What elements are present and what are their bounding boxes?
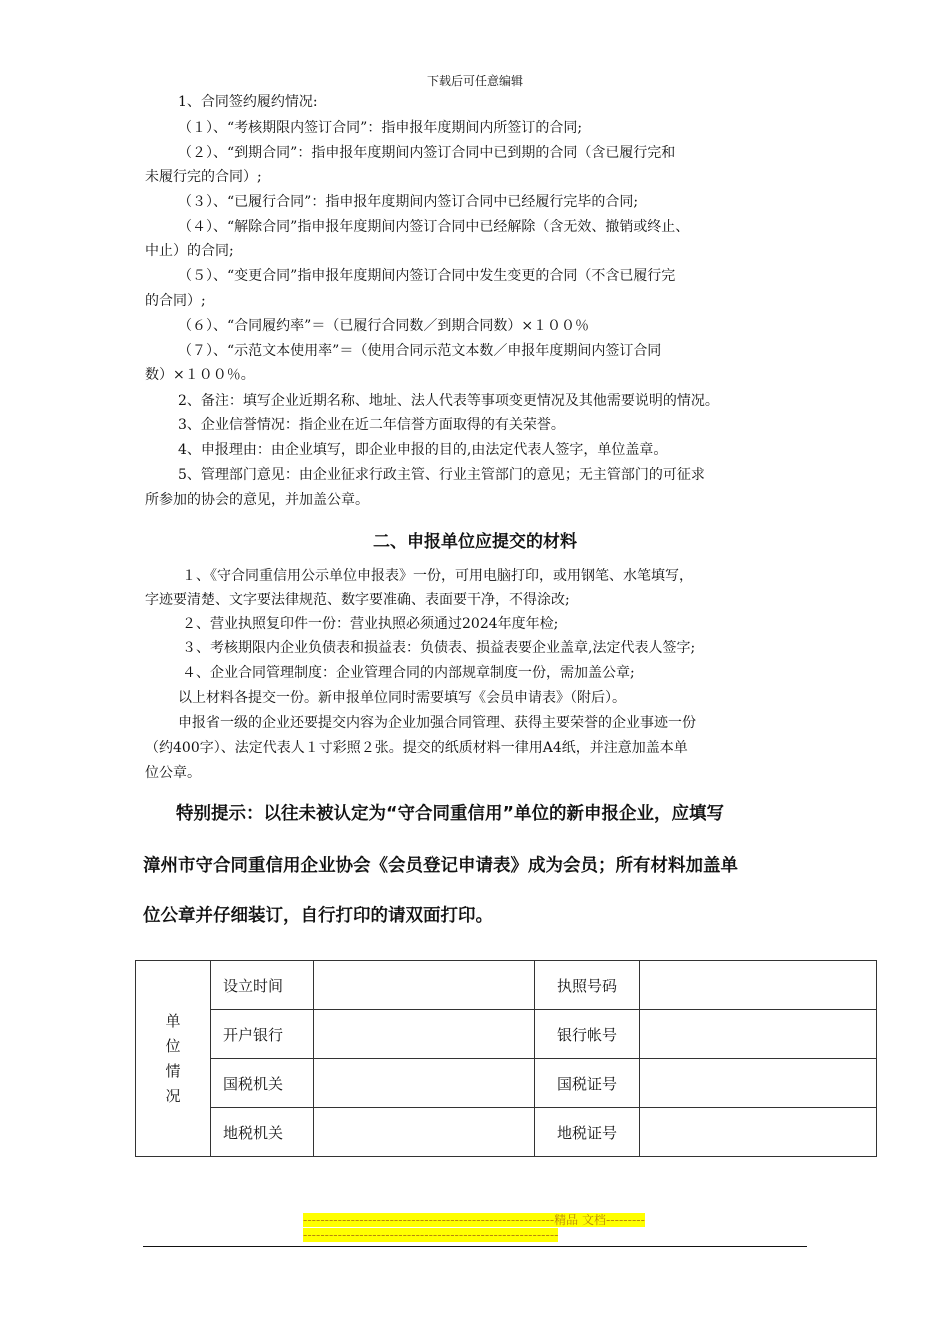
note-line: 所参加的协会的意见，并加盖公章。 — [145, 492, 369, 508]
note-line: （６）、“合同履约率”＝（已履行合同数／到期合同数）×１００％ — [178, 318, 590, 334]
field-value-cell[interactable] — [640, 1010, 877, 1059]
footer-divider — [143, 1246, 807, 1247]
material-line: ２、营业执照复印件一份：营业执照必须通过2024年度年检; — [182, 616, 559, 632]
field-value-cell[interactable] — [640, 1059, 877, 1108]
field-label: 设立时间 — [211, 961, 314, 1010]
field-value-cell[interactable] — [314, 1108, 535, 1157]
note-line: 2、备注：填写企业近期名称、地址、法人代表等事项变更情况及其他需要说明的情况。 — [178, 393, 719, 409]
side-label: 单 位 情 况 — [136, 961, 211, 1157]
note-line: （４）、“解除合同”指申报年度期间内签订合同中已经解除（含无效、撤销或终止、 — [178, 219, 690, 235]
field-label: 地税机关 — [211, 1108, 314, 1157]
note-line: （５）、“变更合同”指申报年度期间内签订合同中发生变更的合同（不含已履行完 — [178, 268, 676, 284]
table-row — [136, 961, 877, 1010]
material-line: （约400字）、法定代表人１寸彩照２张。提交的纸质材料一律用A4纸，并注意加盖本单 — [145, 740, 688, 756]
field-value-cell[interactable] — [640, 1108, 877, 1157]
note-line: 的合同）; — [145, 293, 206, 309]
section-title: 二、申报单位应提交的材料 — [373, 532, 577, 552]
note-line: 4、申报理由：由企业填写，即企业申报的目的,由法定代表人签字，单位盖章。 — [178, 442, 668, 458]
unit-info-table — [135, 960, 877, 1157]
table-row — [136, 1010, 877, 1059]
note-line: （３）、“已履行合同”：指申报年度期间内签订合同中已经履行完毕的合同; — [178, 194, 639, 210]
note-line: （７）、“示范文本使用率”＝（使用合同示范文本数／申报年度期间内签订合同 — [178, 343, 662, 359]
note-line: （２）、“到期合同”：指申报年度期间内签订合同中已到期的合同（含已履行完和 — [178, 145, 676, 161]
notice-line: 位公章并仔细装订，自行打印的请双面打印。 — [143, 906, 493, 926]
field-value-cell[interactable] — [640, 961, 877, 1010]
table-row — [136, 1059, 877, 1108]
note-line: 1、合同签约履约情况: — [178, 94, 318, 110]
field-label: 国税机关 — [211, 1059, 314, 1108]
note-line: 数）×１００％。 — [145, 367, 255, 383]
notice-line: 特别提示：以往未被认定为“守合同重信用”单位的新申报企业，应填写 — [176, 804, 725, 824]
footer-watermark: ----------------------------------------------------------精品 文档-------------------------------------------------------------------- — [303, 1213, 645, 1242]
field-label: 银行帐号 — [535, 1010, 640, 1059]
field-label: 执照号码 — [535, 961, 640, 1010]
note-line: （１）、“考核期限内签订合同”：指申报年度期间内所签订的合同; — [178, 120, 583, 136]
material-line: 以上材料各提交一份。新申报单位同时需要填写《会员申请表》（附后）。 — [178, 690, 626, 706]
field-value-cell[interactable] — [314, 1010, 535, 1059]
field-label: 国税证号 — [535, 1059, 640, 1108]
note-line: 未履行完的合同）; — [145, 169, 262, 185]
page-header: 下载后可任意编辑 — [426, 74, 523, 88]
material-line: 位公章。 — [145, 765, 201, 781]
material-line: 字迹要清楚、文字要法律规范、数字要准确、表面要干净，不得涂改; — [145, 592, 570, 608]
field-value-cell[interactable] — [314, 1059, 535, 1108]
field-value-cell[interactable] — [314, 961, 535, 1010]
material-line: ３、考核期限内企业负债表和损益表：负债表、损益表要企业盖章,法定代表人签字; — [182, 640, 696, 656]
material-line: 申报省一级的企业还要提交内容为企业加强合同管理、获得主要荣誉的企业事迹一份 — [178, 715, 696, 731]
note-line: 5、管理部门意见：由企业征求行政主管、行业主管部门的意见；无主管部门的可征求 — [178, 467, 705, 483]
material-line: １、《守合同重信用公示单位申报表》一份，可用电脑打印，或用钢笔、水笔填写， — [182, 568, 693, 584]
note-line: 3、企业信誉情况：指企业在近二年信誉方面取得的有关荣誉。 — [178, 417, 565, 433]
field-label: 开户银行 — [211, 1010, 314, 1059]
table-row — [136, 1108, 877, 1157]
field-label: 地税证号 — [535, 1108, 640, 1157]
note-line: 中止）的合同; — [145, 243, 234, 259]
notice-line: 漳州市守合同重信用企业协会《会员登记申请表》成为会员；所有材料加盖单 — [143, 856, 738, 876]
material-line: ４、企业合同管理制度：企业管理合同的内部规章制度一份，需加盖公章; — [182, 665, 635, 681]
